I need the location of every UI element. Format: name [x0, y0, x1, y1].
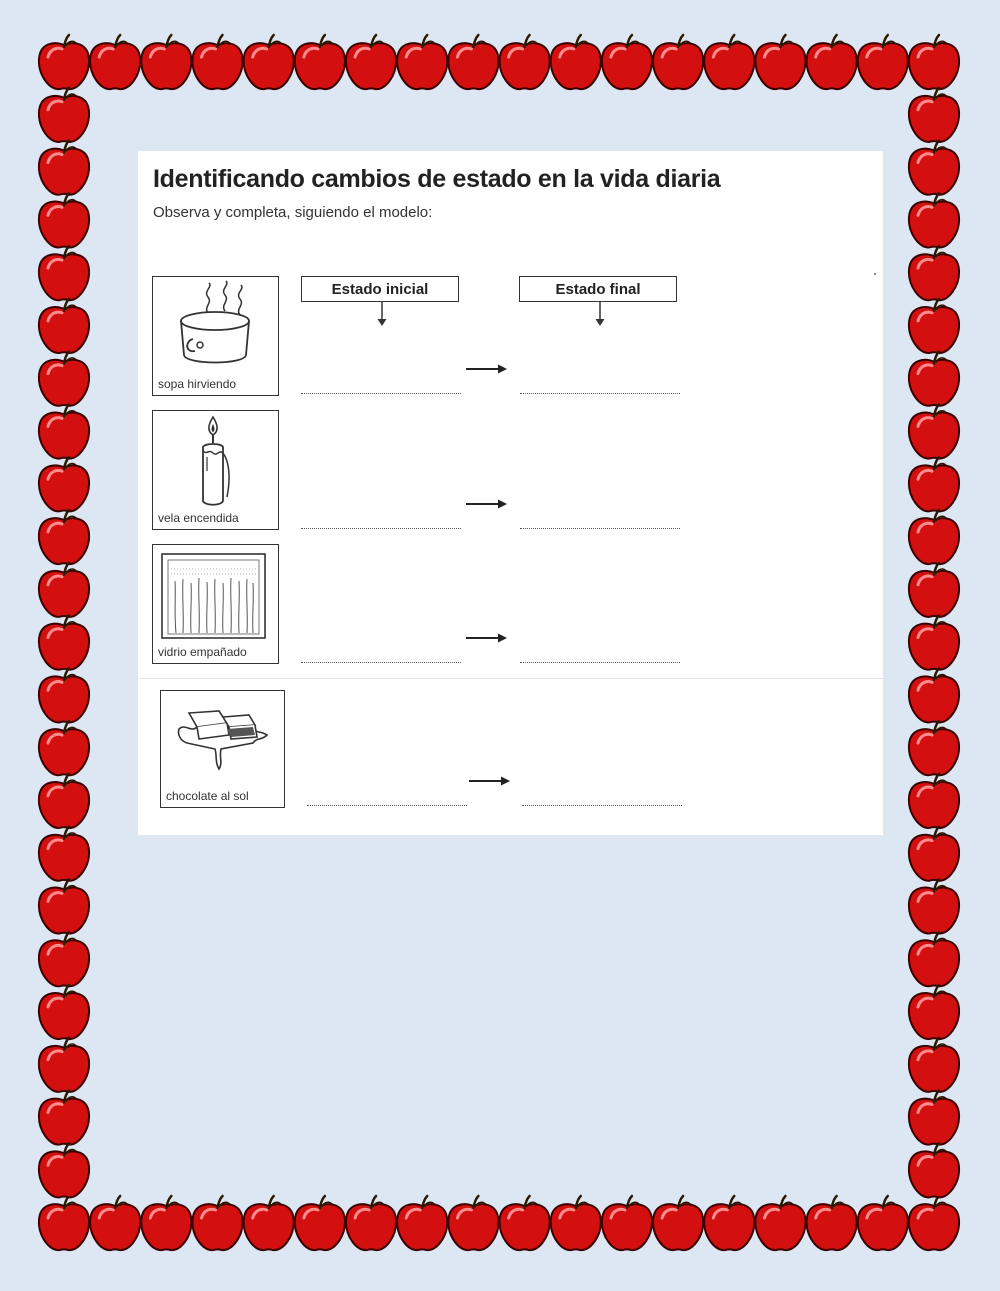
answer-blank-estado-inicial[interactable] — [301, 393, 461, 394]
apple-icon — [39, 985, 89, 1039]
image-card-sopa-hirviendo — [152, 276, 279, 396]
apple-icon — [909, 141, 959, 195]
answer-blank-estado-inicial[interactable] — [307, 805, 467, 806]
apple-icon — [909, 932, 959, 986]
apple-icon — [909, 457, 959, 511]
apple-icon — [909, 88, 959, 142]
right-arrow-icon — [466, 632, 508, 644]
apple-icon — [909, 879, 959, 933]
card-label: vela encendida — [158, 511, 239, 525]
answer-blank-estado-final[interactable] — [522, 805, 682, 806]
apple-icon — [448, 35, 498, 89]
down-arrow-icon — [594, 302, 606, 328]
apple-icon — [39, 1090, 89, 1144]
apple-icon — [551, 1196, 601, 1250]
down-arrow-icon — [376, 302, 388, 328]
right-arrow-icon — [466, 498, 508, 510]
apple-icon — [192, 1196, 242, 1250]
image-card-vidrio-empanado — [152, 544, 279, 664]
apple-icon — [346, 35, 396, 89]
apple-icon — [39, 827, 89, 881]
apple-icon — [909, 246, 959, 300]
apple-icon — [909, 985, 959, 1039]
answer-blank-estado-inicial[interactable] — [301, 662, 461, 663]
apple-icon — [39, 299, 89, 353]
apple-icon — [90, 35, 140, 89]
apple-icon — [500, 35, 550, 89]
apple-icon — [39, 457, 89, 511]
apple-icon — [500, 1196, 550, 1250]
apple-icon — [39, 246, 89, 300]
answer-blank-estado-final[interactable] — [520, 528, 680, 529]
apple-icon — [807, 35, 857, 89]
apple-icon — [141, 35, 191, 89]
apple-icon — [295, 1196, 345, 1250]
right-arrow-icon — [466, 363, 508, 375]
stray-dot — [874, 273, 876, 275]
apple-icon — [909, 510, 959, 564]
apple-icon — [704, 35, 754, 89]
apple-icon — [909, 827, 959, 881]
apple-icon — [909, 616, 959, 670]
apple-icon — [909, 774, 959, 828]
apple-icon — [755, 1196, 805, 1250]
apple-icon — [39, 88, 89, 142]
apple-icon — [90, 1196, 140, 1250]
apple-icon — [909, 1038, 959, 1092]
apple-icon — [602, 35, 652, 89]
apple-icon — [909, 563, 959, 617]
apple-icon — [909, 404, 959, 458]
answer-blank-estado-final[interactable] — [520, 393, 680, 394]
apple-icon — [909, 352, 959, 406]
apple-icon — [653, 35, 703, 89]
apple-icon — [909, 35, 959, 89]
apple-icon — [755, 35, 805, 89]
apple-icon — [39, 1038, 89, 1092]
apple-icon — [448, 1196, 498, 1250]
card-label: chocolate al sol — [166, 789, 249, 803]
apple-icon — [39, 721, 89, 775]
apple-icon — [909, 299, 959, 353]
apple-icon — [909, 721, 959, 775]
answer-blank-estado-final[interactable] — [520, 662, 680, 663]
header-estado-final: Estado final — [519, 276, 677, 302]
apple-icon — [551, 35, 601, 89]
apple-icon — [39, 193, 89, 247]
header-estado-inicial: Estado inicial — [301, 276, 459, 302]
apple-icon — [39, 35, 89, 89]
card-label: vidrio empañado — [158, 645, 247, 659]
apple-icon — [858, 1196, 908, 1250]
apple-icon — [39, 563, 89, 617]
apple-icon — [653, 1196, 703, 1250]
apple-icon — [244, 1196, 294, 1250]
apple-icon — [39, 141, 89, 195]
image-card-chocolate-al-sol — [160, 690, 285, 808]
right-arrow-icon — [469, 775, 511, 787]
separator-line — [138, 678, 883, 679]
apple-icon — [602, 1196, 652, 1250]
apple-icon — [39, 668, 89, 722]
apple-icon — [397, 1196, 447, 1250]
answer-blank-estado-inicial[interactable] — [301, 528, 461, 529]
apple-icon — [397, 35, 447, 89]
apple-icon — [909, 193, 959, 247]
apple-icon — [39, 352, 89, 406]
apple-icon — [39, 510, 89, 564]
apple-icon — [39, 774, 89, 828]
apple-icon — [704, 1196, 754, 1250]
apple-icon — [192, 35, 242, 89]
apple-icon — [909, 1090, 959, 1144]
card-label: sopa hirviendo — [158, 377, 237, 391]
worksheet — [138, 151, 883, 835]
apple-icon — [807, 1196, 857, 1250]
apple-icon — [141, 1196, 191, 1250]
apple-icon — [295, 35, 345, 89]
apple-icon — [39, 1196, 89, 1250]
apple-icon — [909, 1143, 959, 1197]
apple-icon — [39, 616, 89, 670]
apple-icon — [39, 1143, 89, 1197]
apple-icon — [909, 1196, 959, 1250]
apple-icon — [39, 879, 89, 933]
apple-icon — [39, 404, 89, 458]
apple-icon — [346, 1196, 396, 1250]
apple-icon — [244, 35, 294, 89]
image-card-vela-encendida — [152, 410, 279, 530]
worksheet-instructions: Observa y completa, siguiendo el modelo: — [153, 204, 433, 221]
apple-icon — [39, 932, 89, 986]
worksheet-title: Identificando cambios de estado en la vida diaria — [153, 165, 721, 193]
apple-icon — [909, 668, 959, 722]
apple-icon — [858, 35, 908, 89]
